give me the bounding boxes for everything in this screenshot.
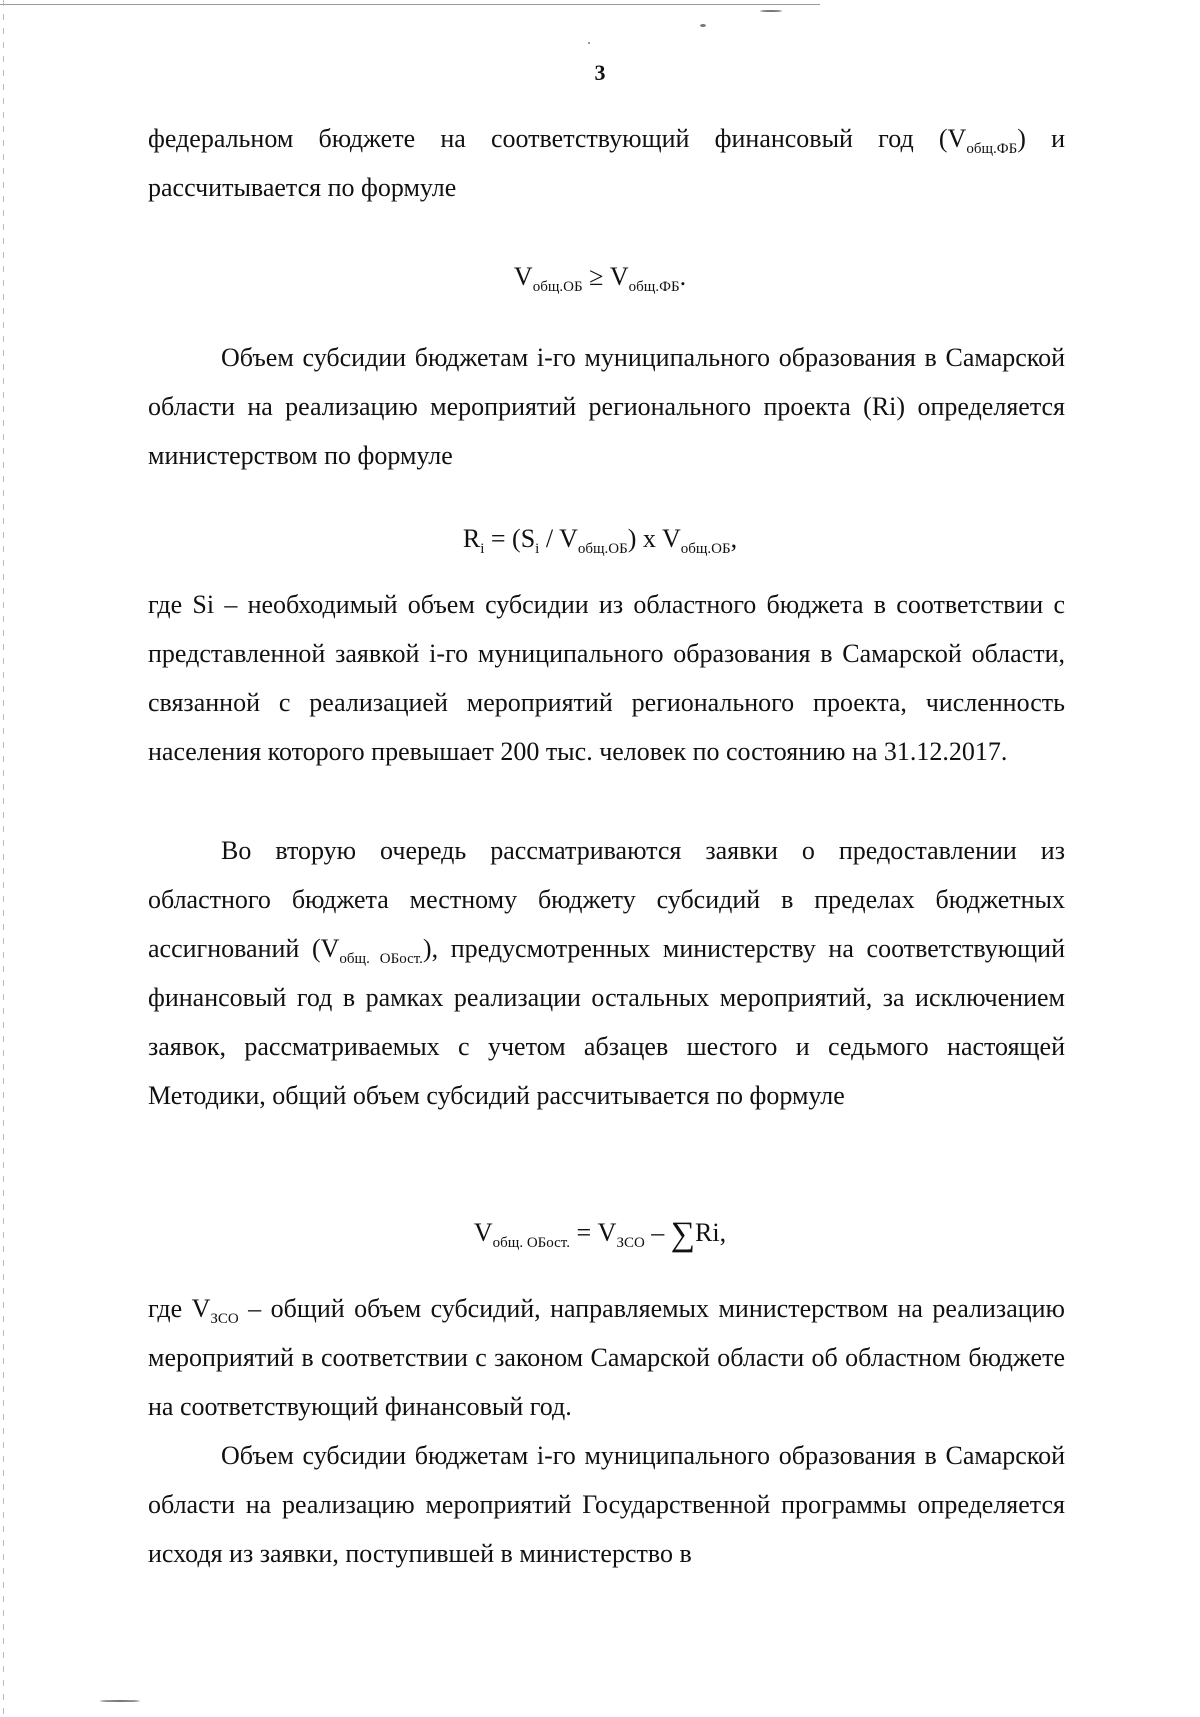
paragraph-4-subscript: общ. ОБост.: [339, 951, 423, 967]
scan-artifact-edge: [3, 0, 4, 1717]
formula-1: [0, 262, 1200, 295]
paragraph-5-text-end: – общий объем субсидий, направляемых министерством на реализацию мероприятий в соответствии с законом Самарской области об областном бюджете на соответствующий финансовый год.: [148, 1294, 1065, 1421]
paragraph-5-subscript: ЗСО: [210, 1311, 239, 1327]
paragraph-4: [148, 826, 1065, 1120]
formula-1-v1: V: [513, 262, 533, 291]
paragraph-6: Объем субсидии бюджетам i-го муниципального образования в Самарской области на реализацию мероприятий Государственной программы определяется исходя из заявки, поступившей в министерство в: [148, 1441, 1065, 1568]
formula-1-sub2: общ.ФБ: [628, 279, 680, 295]
formula-2-e: ,: [730, 524, 738, 553]
formula-3: [0, 1216, 1200, 1253]
formula-2-c: / V: [539, 524, 578, 553]
paragraph-2: Объем субсидии бюджетам i-го муниципального образования в Самарской области на реализацию мероприятий регионального проекта (Ri) определяется министерством по формуле: [148, 343, 1065, 470]
formula-3-sub2: ЗСО: [616, 1235, 645, 1251]
summation-symbol: ∑: [670, 1216, 696, 1253]
formula-1-end: .: [679, 262, 687, 291]
scan-artifact-line: [0, 4, 820, 5]
scan-speck: [100, 1700, 140, 1702]
formula-3-minus: –: [644, 1218, 671, 1247]
formula-2: [0, 524, 1200, 557]
formula-2-sub-a: i: [480, 541, 485, 557]
formula-1-operator: ≥: [582, 262, 610, 291]
paragraph-1: [148, 114, 1065, 212]
paragraph-4-text: Во вторую очередь рассматриваются заявки о предоставлении из областного бюджета местному бюджету субсидий в пределах бюджетных ассигнований (V: [148, 836, 1065, 963]
paragraph-4-text-end: ), предусмотренных министерству на соответствующий финансовый год в рамках реализации остальных мероприятий, за исключением заявок, рассматриваемых с учетом абзацев шестого и седьмого настоящей Методики, общий объем субсидий рассчитывается по формуле: [148, 934, 1066, 1110]
scan-speck: [588, 42, 590, 44]
paragraph-1-text-end: ) и рассчитывается по формуле: [148, 124, 1065, 202]
formula-2-d: ) x V: [627, 524, 681, 553]
formula-2-b: = (S: [484, 524, 536, 553]
formula-3-eq: = V: [569, 1218, 617, 1247]
formula-2-sub-c: общ.ОБ: [577, 541, 628, 557]
formula-1-v2: V: [609, 262, 629, 291]
formula-3-v1: V: [473, 1218, 493, 1247]
page-number: 3: [594, 60, 606, 85]
paragraph-1-subscript: общ.ФБ: [966, 141, 1018, 157]
paragraph-3: где Si – необходимый объем субсидии из областного бюджета в соответствии с представленной заявкой i-го муниципального образования в Самарской области, связанной с реализацией мероприятий регионального проекта, численность населения которого превышает 200 тыс. человек по состоянию на 31.12.2017.: [148, 590, 1065, 766]
formula-3-ri: Ri,: [695, 1218, 727, 1247]
scan-speck: [700, 24, 706, 27]
formula-2-sub-d: общ.ОБ: [680, 541, 731, 557]
paragraph-5: [148, 1284, 1065, 1431]
formula-3-sub1: общ. ОБост.: [492, 1235, 570, 1251]
paragraph-5-text: где V: [148, 1294, 211, 1323]
scan-speck: [760, 10, 782, 12]
formula-2-a: R: [462, 524, 481, 553]
formula-2-sub-b: i: [535, 541, 540, 557]
formula-1-sub1: общ.ОБ: [532, 279, 583, 295]
paragraph-1-text: федеральном бюджете на соответствующий финансовый год (V: [148, 124, 967, 153]
